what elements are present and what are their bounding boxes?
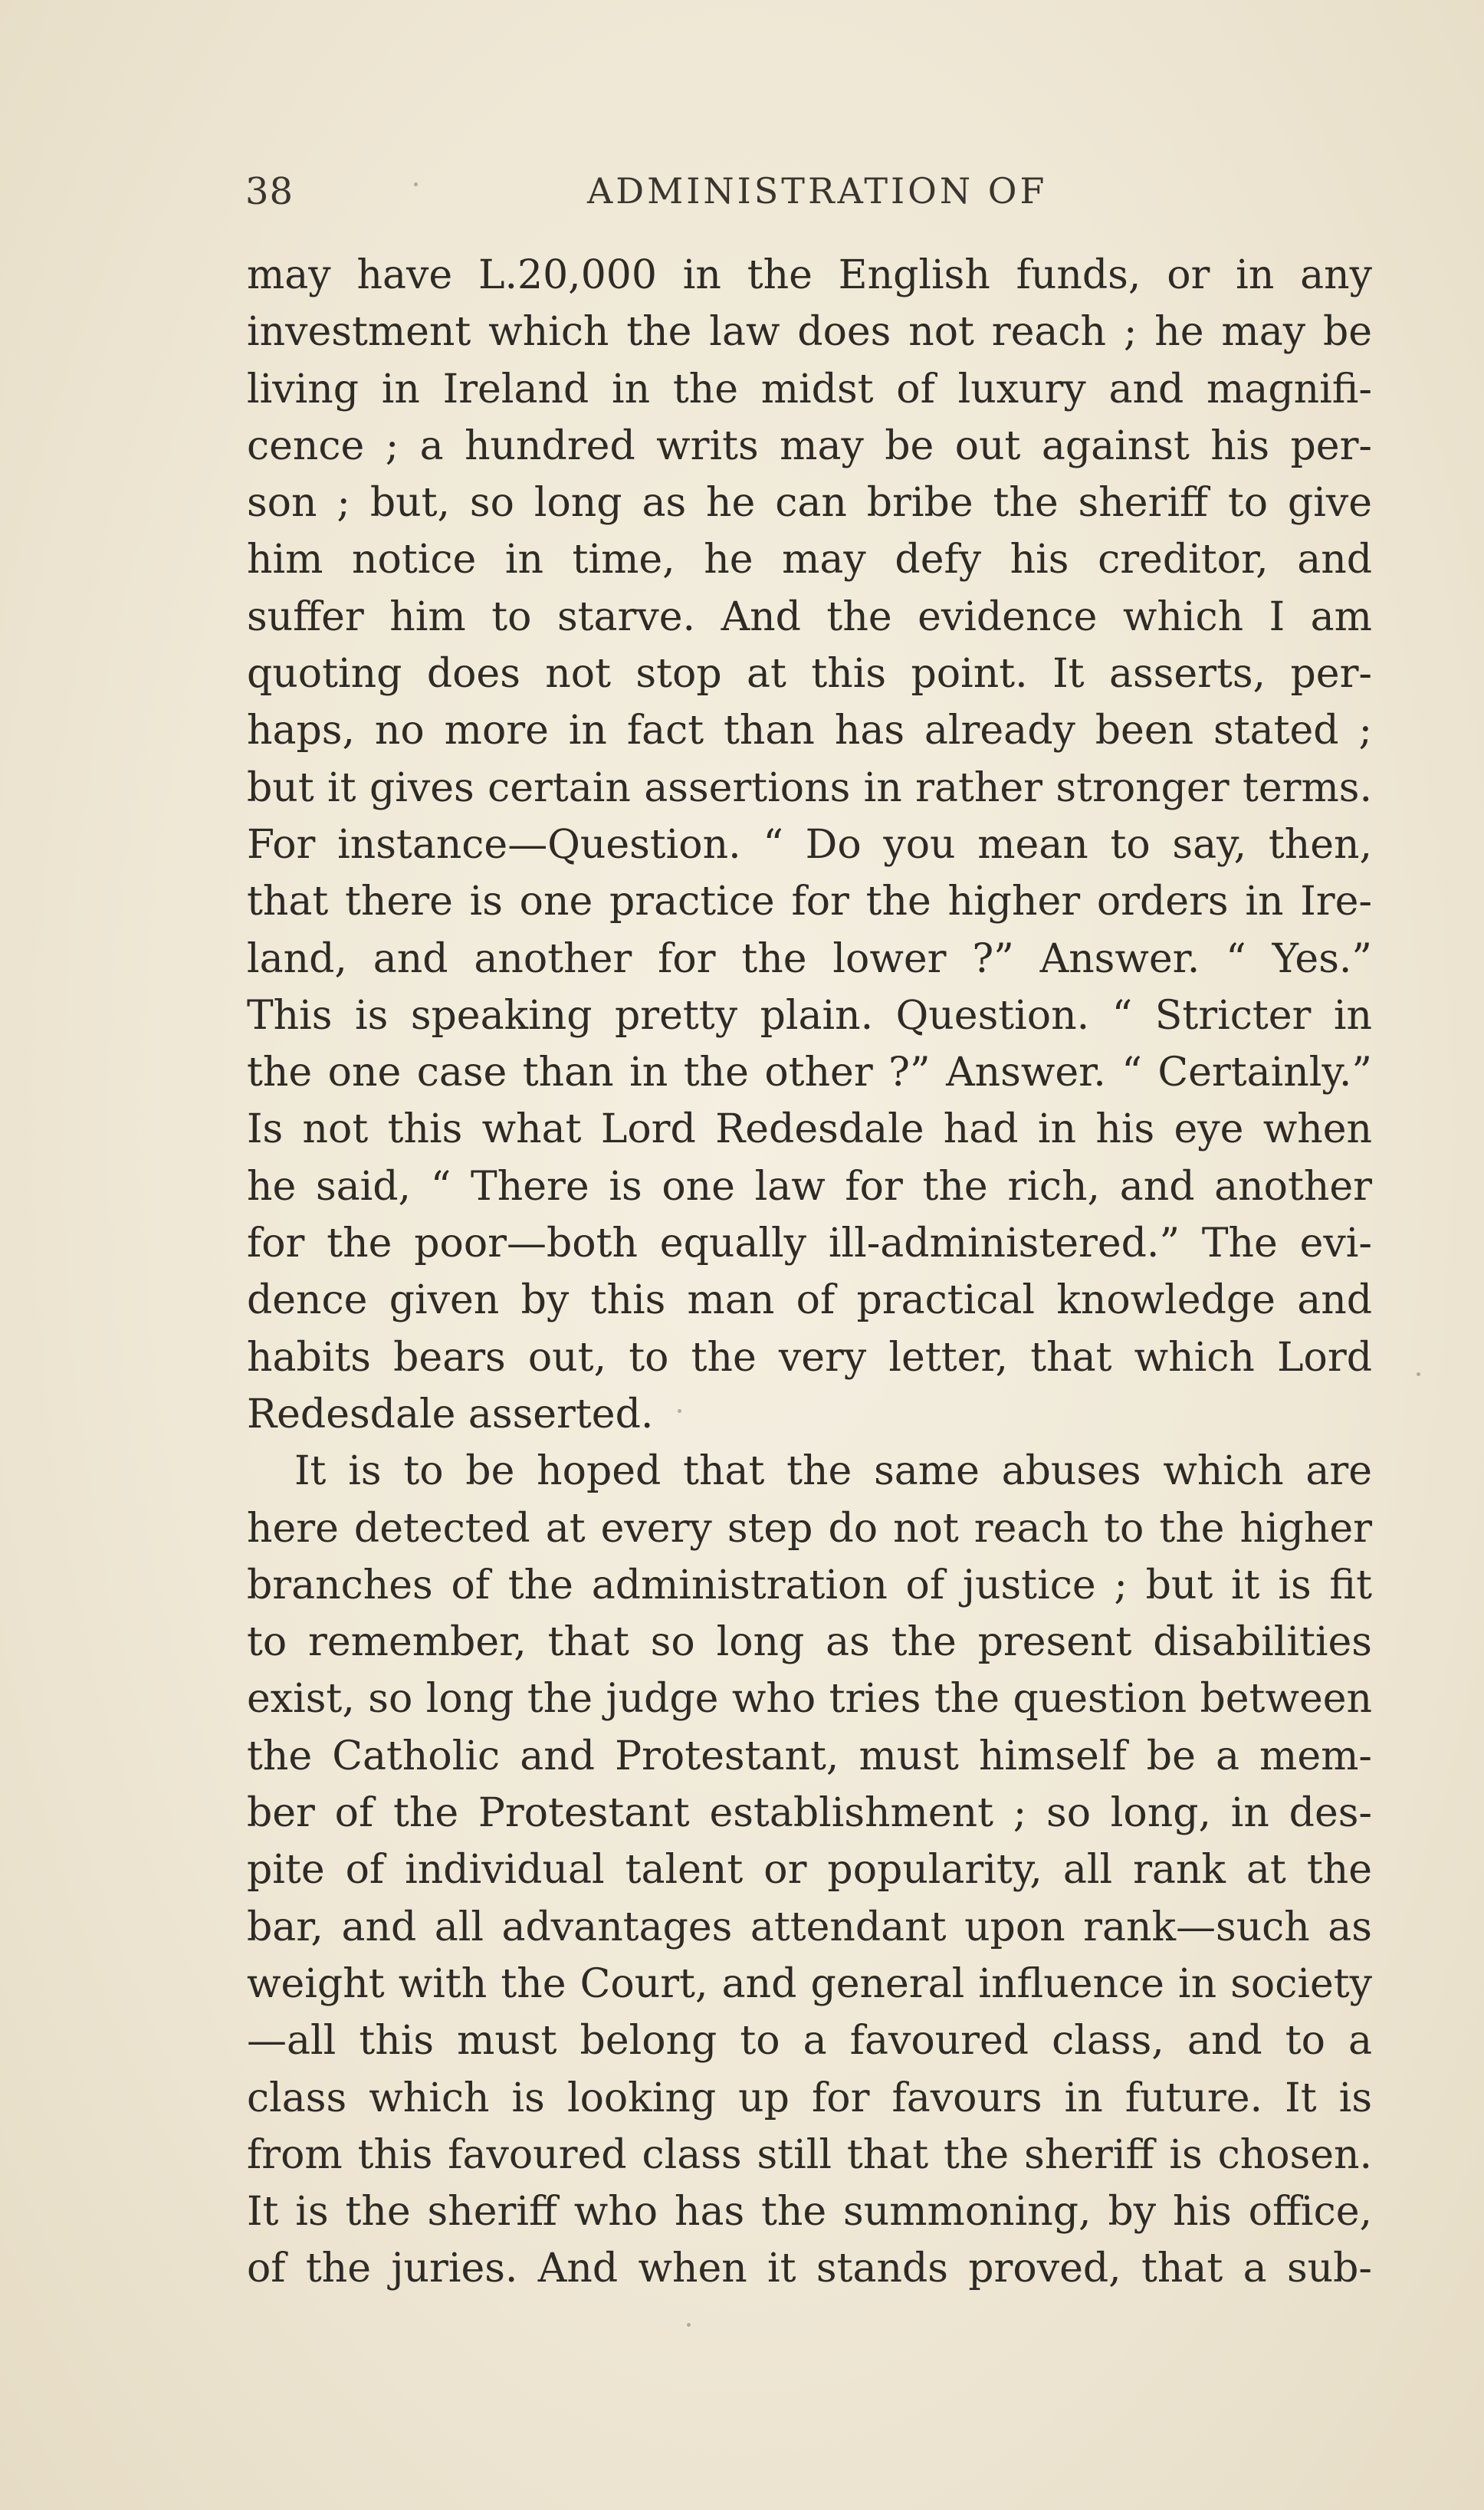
- text-line: pite of individual talent or popularity, all rank at the: [247, 1847, 1372, 1894]
- text-line: It is the sheriff who has the summoning, by his office,: [247, 2189, 1372, 2236]
- text-line: ber of the Protestant establishment ; so long, in des-: [247, 1790, 1372, 1837]
- text-line: dence given by this man of practical knowledge and: [247, 1277, 1372, 1324]
- paragraph: [247, 1443, 1372, 2297]
- text-line: For instance—Question. “ Do you mean to say, then,: [247, 821, 1372, 868]
- running-head: [245, 170, 1372, 224]
- text-line: son ; but, so long as he can bribe the sheriff to give: [247, 480, 1372, 527]
- text-line: land, and another for the lower ?” Answer. “ Yes.”: [247, 935, 1372, 982]
- text-line: of the juries. And when it stands proved, that a sub-: [247, 2246, 1372, 2292]
- text-line: here detected at every step do not reach to the higher: [247, 1505, 1372, 1552]
- text-line: that there is one practice for the higher orders in Ire-: [247, 879, 1372, 925]
- text-line: Is not this what Lord Redesdale had in his eye when: [247, 1106, 1372, 1153]
- page-number: 38: [245, 170, 294, 213]
- text-line: haps, no more in fact than has already been stated ;: [247, 708, 1372, 754]
- text-line: It is to be hoped that the same abuses which are: [294, 1448, 1372, 1495]
- body-text: [247, 247, 1372, 2298]
- text-line: for the poor—both equally ill-administered.” The evi-: [247, 1221, 1372, 1267]
- text-line: weight with the Court, and general influence in society: [247, 1960, 1372, 2007]
- paragraph: [247, 247, 1372, 1443]
- text-line: to remember, that so long as the present disabilities: [247, 1619, 1372, 1666]
- text-line: branches of the administration of justice ; but it is fit: [247, 1562, 1372, 1608]
- running-title: ADMINISTRATION OF: [587, 170, 1048, 212]
- text-line: exist, so long the judge who tries the question between: [247, 1676, 1372, 1723]
- text-line: Redesdale asserted.: [247, 1391, 654, 1437]
- text-line: investment which the law does not reach ; he may be: [247, 309, 1372, 356]
- text-line: the Catholic and Protestant, must himself be a mem-: [247, 1733, 1372, 1779]
- text-line: class which is looking up for favours in future. It is: [247, 2075, 1372, 2121]
- paper-speck: [414, 182, 418, 186]
- text-line: This is speaking pretty plain. Question. “ Stricter in: [247, 992, 1372, 1039]
- text-line: —all this must belong to a favoured class, and to a: [247, 2018, 1372, 2065]
- text-line: quoting does not stop at this point. It asserts, per-: [247, 651, 1372, 698]
- paper-speck: [687, 2323, 691, 2327]
- paper-speck: [678, 1409, 681, 1413]
- text-line: but it gives certain assertions in rather stronger terms.: [247, 764, 1372, 811]
- text-line: bar, and all advantages attendant upon rank—such as: [247, 1904, 1372, 1950]
- text-line: suffer him to starve. And the evidence which I am: [247, 593, 1372, 640]
- text-line: may have L.20,000 in the English funds, or in any: [247, 252, 1372, 298]
- text-line: the one case than in the other ?” Answer. “ Certainly.”: [247, 1050, 1372, 1096]
- text-line: living in Ireland in the midst of luxury and magnifi-: [247, 366, 1372, 412]
- paper-speck: [1417, 1372, 1420, 1376]
- text-line: he said, “ There is one law for the rich, and another: [247, 1163, 1372, 1210]
- text-line: habits bears out, to the very letter, that which Lord: [247, 1334, 1372, 1381]
- text-line: from this favoured class still that the sheriff is chosen.: [247, 2131, 1372, 2178]
- text-line: him notice in time, he may defy his creditor, and: [247, 537, 1372, 583]
- text-line: cence ; a hundred writs may be out against his per-: [247, 422, 1372, 469]
